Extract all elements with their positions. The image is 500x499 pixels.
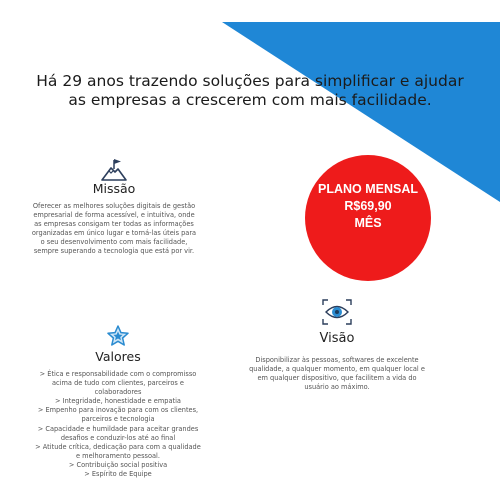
price-badge-plan: PLANO MENSAL — [318, 182, 418, 196]
valores-title: Valores — [95, 349, 141, 364]
valores-list — [35, 370, 201, 479]
price-badge-period: MÊS — [354, 216, 382, 230]
star-badge-icon — [106, 325, 130, 347]
missao-section — [30, 157, 198, 257]
visao-text: Disponibilizar às pessoas, softwares de excelente qualidade, a qualquer momento, em qualquer local e em qualquer dispositivo, que facilitem a vida do usuário ao máximo. — [249, 356, 425, 392]
valores-item: > Empenho para inovação para com os clientes, parceiros e tecnologia — [37, 406, 199, 424]
eye-icon — [320, 297, 354, 327]
valores-item: > Espírito de Equipe — [84, 470, 152, 479]
valores-item: > Ética e responsabilidade com o compromisso acima de tudo com clientes, parceiros e colaboradores — [39, 370, 197, 397]
missao-title: Missão — [92, 181, 136, 196]
mountain-flag-icon — [100, 157, 128, 181]
price-badge — [305, 155, 431, 281]
valores-item: > Integridade, honestidade e empatia — [55, 397, 181, 406]
valores-item: > Atitude crítica, dedicação para com a qualidade e melhoramento pessoal. — [35, 442, 201, 460]
missao-text: Oferecer as melhores soluções digitais de gestão empresarial de forma acessível, e intuitiva, onde as empresas consigam ter todas as informações organizadas em único lugar e torná-las úteis para o seu desenvolvimento com mais facilidade, sempre superando a tecnologia que está por vir. — [31, 202, 197, 256]
headline: Há 29 anos trazendo soluções para simplificar e ajudar as empresas a crescerem com mais facilidade. — [36, 72, 464, 109]
visao-title: Visão — [319, 331, 355, 346]
visao-section — [248, 297, 426, 392]
valores-section — [35, 325, 201, 479]
valores-item: > Contribuição social positiva — [68, 460, 168, 469]
valores-item: > Capacidade e humildade para aceitar grandes desafios e conduzir-los até ao final — [37, 424, 199, 442]
price-badge-amount: R$69,90 — [344, 199, 392, 213]
